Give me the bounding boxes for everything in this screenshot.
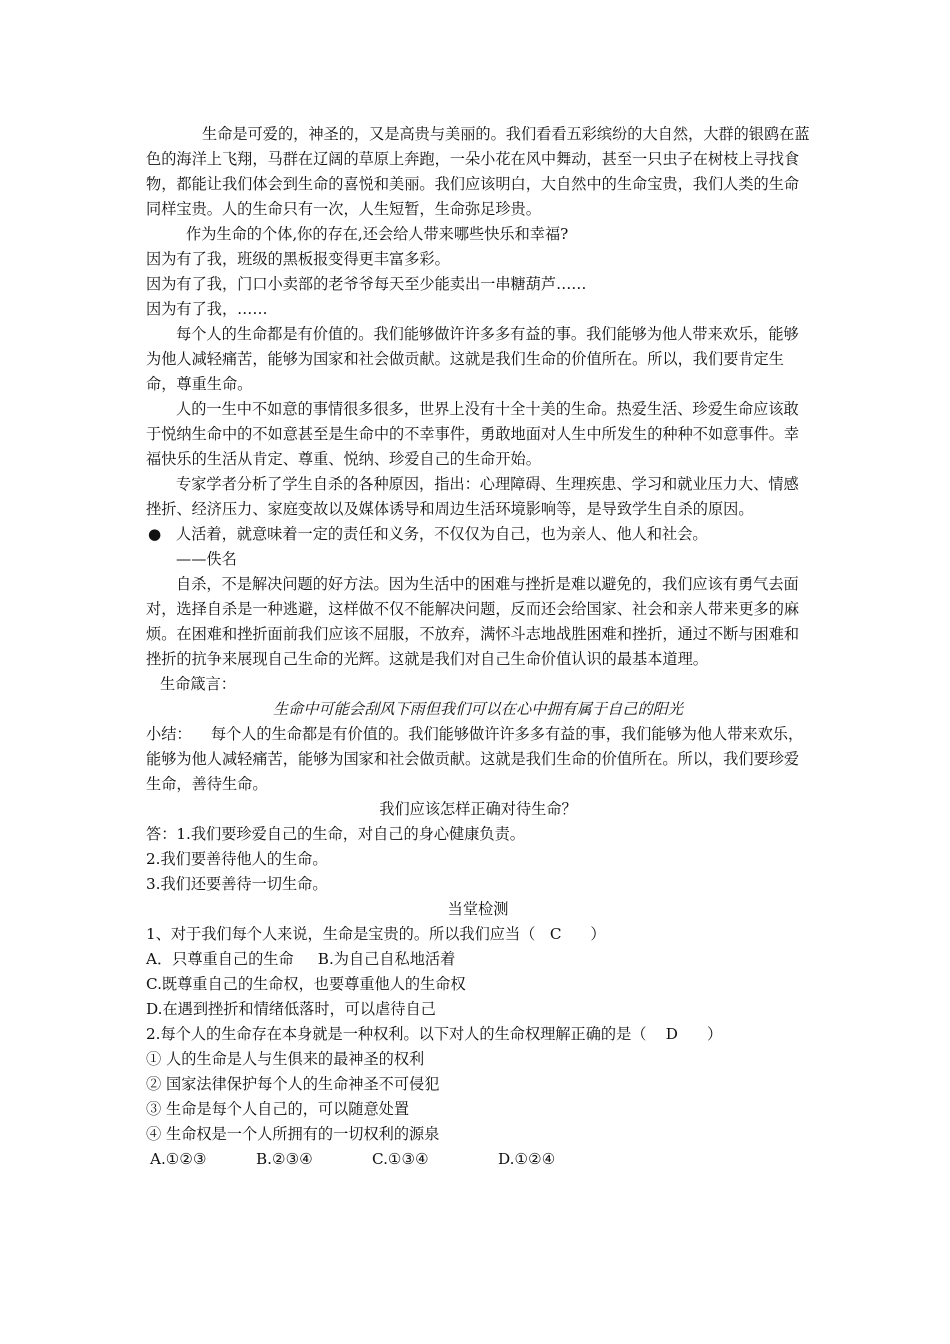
summary-paragraph: 小结： 每个人的生命都是有价值的。我们能够做许许多多有益的事，我们能够为他人带来欢乐，能够为他人减轻痛苦，能够为国家和社会做贡献。这就是我们生命的价值所在。所以，我们要珍爱生命，善待生命。	[146, 725, 804, 793]
choice-c: C.①③④	[372, 1150, 429, 1168]
paragraph-nature: 生命是可爱的，神圣的，又是高贵与美丽的。我们看看五彩缤纷的大自然，大群的银鸥在蓝色的海洋上飞翔，马群在辽阔的草原上奔跑，一朵小花在风中舞动，甚至一只虫子在树枝上寻找食物，都能让我们体会到生命的喜悦和美丽。我们应该明白，大自然中的生命宝贵，我们人类的生命同样宝贵。人的生命只有一次，人生短暂，生命弥足珍贵。	[146, 125, 810, 218]
paragraph-value: 每个人的生命都是有价值的。我们能够做许许多多有益的事。我们能够为他人带来欢乐，能够为他人减轻痛苦，能够为国家和社会做贡献。这就是我们生命的价值所在。所以，我们要肯定生命，尊重生命。	[146, 325, 799, 393]
answer-1: 答：1.我们要珍爱自己的生命，对自己的身心健康负责。	[146, 825, 525, 843]
motto-label: 生命箴言：	[160, 675, 236, 693]
paragraph-imperfection: 人的一生中不如意的事情很多很多，世界上没有十全十美的生命。热爱生活、珍爱生命应该敢于悦纳生命中的不如意甚至是生命中的不幸事件，勇敢地面对人生中所发生的种种不如意事件。幸福快乐的生活从肯定、尊重、悦纳、珍爱自己的生命开始。	[146, 400, 800, 468]
quiz-q1-option-d: D.在遇到挫折和情绪低落时，可以虐待自己	[146, 1000, 436, 1018]
quiz-q2-statement-3: ③ 生命是每个人自己的，可以随意处置	[146, 1100, 410, 1118]
motto-text: 生命中可能会刮风下雨但我们可以在心中拥有属于自己的阳光	[272, 700, 684, 718]
quiz-title: 当堂检测	[447, 900, 509, 918]
because-line-1: 因为有了我，班级的黑板报变得更丰富多彩。	[146, 250, 450, 268]
question-title: 我们应该怎样正确对待生命？	[379, 800, 577, 818]
quiz-q1-option-ab: A．只尊重自己的生命 B.为自己自私地活着	[146, 950, 456, 968]
choice-d: D.①②④	[498, 1150, 556, 1168]
because-line-3: 因为有了我，……	[146, 300, 268, 318]
quiz-q2-statement-4: ④ 生命权是一个人所拥有的一切权利的源泉	[146, 1125, 440, 1143]
choice-b: B.②③④	[256, 1150, 313, 1168]
quote-author: ——佚名	[176, 550, 237, 568]
bullet-icon: ●	[148, 525, 162, 543]
because-line-2: 因为有了我，门口小卖部的老爷爷每天至少能卖出一串糖葫芦……	[146, 275, 587, 293]
quiz-q2-statement-2: ② 国家法律保护每个人的生命神圣不可侵犯	[146, 1075, 440, 1093]
paragraph-causes: 专家学者分析了学生自杀的各种原因，指出：心理障碍、生理疾患、学习和就业压力大、情感挫折、经济压力、家庭变故以及媒体诱导和周边生活环境影响等，是导致学生自杀的原因。	[146, 475, 799, 518]
quiz-question-1: 1、对于我们每个人来说，生命是宝贵的。所以我们应当（ C ）	[146, 925, 606, 943]
answer-2: 2.我们要善待他人的生命。	[146, 850, 328, 868]
answer-3: 3.我们还要善待一切生命。	[146, 875, 328, 893]
paragraph-suicide: 自杀，不是解决问题的好方法。因为生活中的困难与挫折是难以避免的，我们应该有勇气去面对，选择自杀是一种逃避，这样做不仅不能解决问题，反而还会给国家、社会和亲人带来更多的麻烦。在困难和挫折面前我们应该不屈服，不放弃，满怀斗志地战胜困难和挫折，通过不断与困难和挫折的抗争来展现自己生命的光辉。这就是我们对自己生命价值认识的最基本道理。	[146, 575, 800, 668]
document-page	[146, 122, 810, 1172]
quote-row	[146, 522, 810, 547]
quiz-q2-choices	[146, 1147, 810, 1172]
choice-a: A.①②③	[150, 1150, 207, 1168]
quote-text: 人活着，就意味着一定的责任和义务，不仅仅为自己，也为亲人、他人和社会。	[176, 525, 708, 543]
quiz-question-2: 2.每个人的生命存在本身就是一种权利。以下对人的生命权理解正确的是（ D ）	[146, 1025, 723, 1043]
question-happiness: 作为生命的个体,你的存在,还会给人带来哪些快乐和幸福?	[186, 225, 569, 243]
quiz-q2-statement-1: ① 人的生命是人与生俱来的最神圣的权利	[146, 1050, 425, 1068]
quiz-q1-option-c: C.既尊重自己的生命权，也要尊重他人的生命权	[146, 975, 466, 993]
